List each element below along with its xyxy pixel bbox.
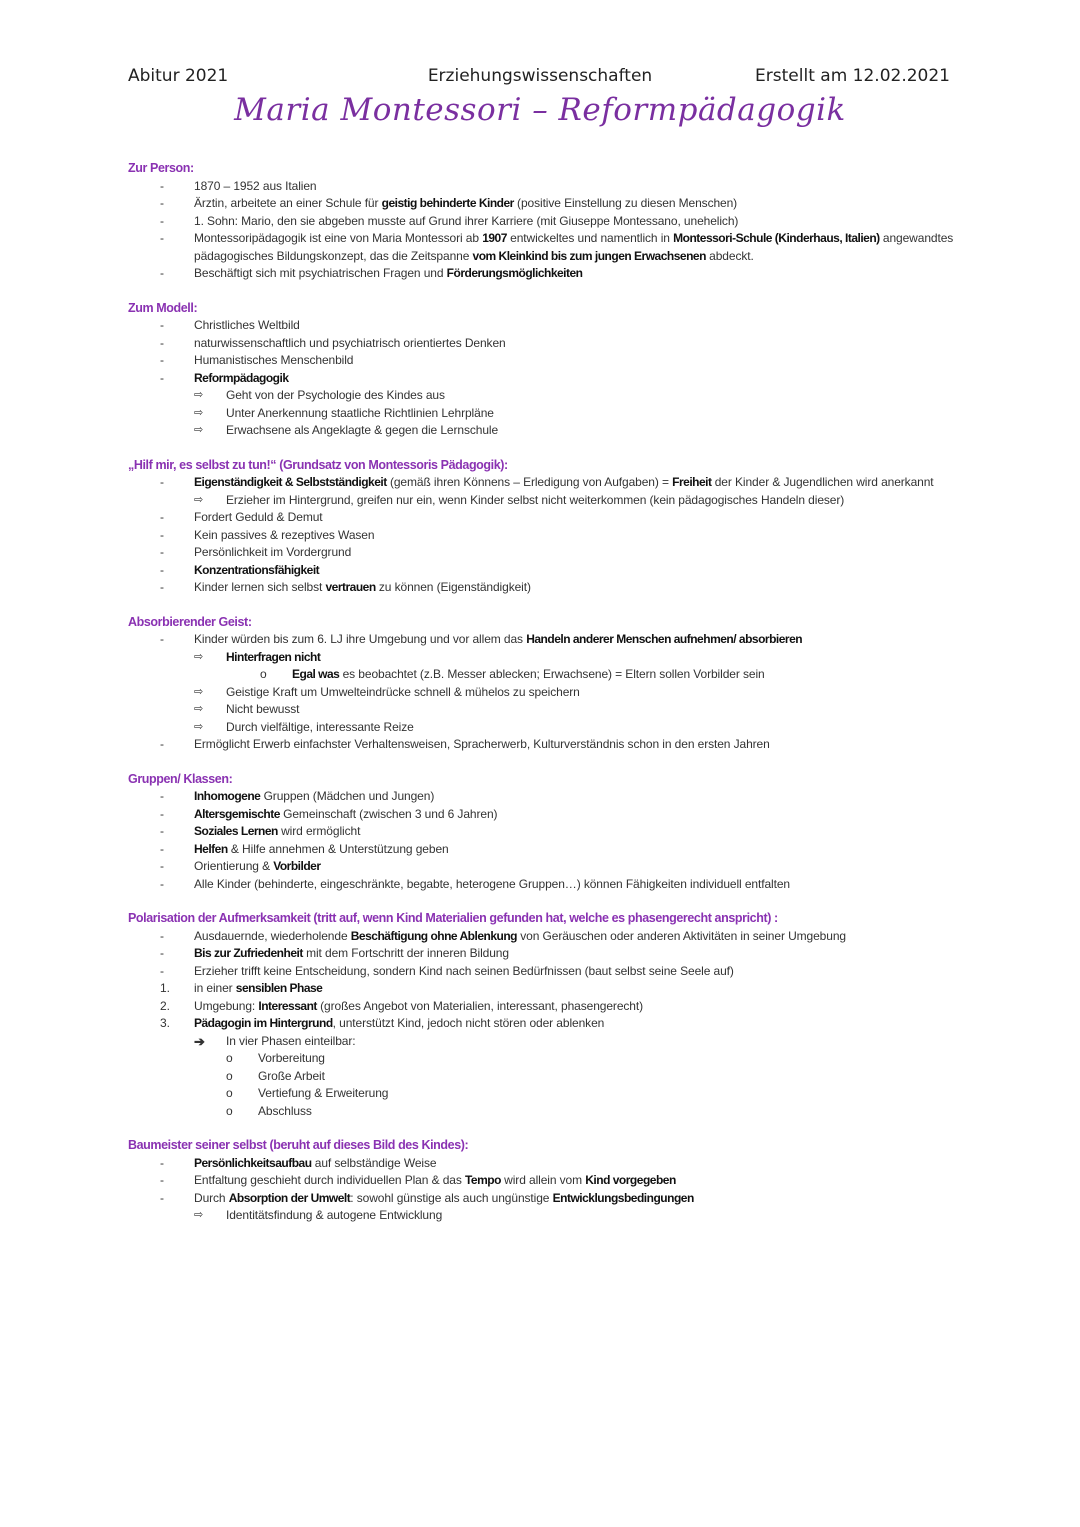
- dash-bullet: -: [160, 475, 164, 489]
- header-left: Abitur 2021: [128, 66, 229, 86]
- list-item: [128, 649, 958, 667]
- text: naturwissenschaftlich und psychiatrisch orientiertes Denken: [194, 335, 506, 350]
- arrow-bullet-icon: ⇨: [194, 389, 204, 401]
- bold-text: Tempo: [464, 1173, 501, 1187]
- list-item: [128, 474, 958, 492]
- list-item: [128, 1085, 958, 1103]
- list-item: [128, 317, 958, 335]
- text: auf selbständige Weise: [311, 1155, 437, 1170]
- header-center: Erziehungswissenschaften: [427, 66, 653, 86]
- document-body: [128, 160, 958, 1225]
- text: Persönlichkeit im Vordergrund: [194, 545, 352, 559]
- bold-text: Helfen: [194, 841, 228, 856]
- text: & Hilfe annehmen & Unterstützung geben: [227, 841, 449, 856]
- circle-bullet: o: [226, 1068, 233, 1083]
- list-number: 1.: [160, 981, 170, 995]
- dash-bullet: -: [160, 789, 164, 803]
- section: [128, 1137, 958, 1225]
- text: Vorbereitung: [258, 1051, 325, 1065]
- list-item: [128, 928, 958, 946]
- section-title: „Hilf mir, es selbst zu tun!“ (Grundsatz von Montessoris Pädagogik):: [128, 457, 508, 472]
- list-item: [128, 422, 958, 440]
- section: [128, 614, 958, 754]
- text: 1870 – 1952 aus Italien: [194, 178, 317, 193]
- section: [128, 771, 958, 894]
- dash-bullet: -: [160, 527, 164, 542]
- text: Umgebung:: [194, 998, 259, 1013]
- bold-text: vom Kleinkind bis zum jungen Erwachsenen: [472, 248, 706, 263]
- circle-bullet: o: [226, 1051, 233, 1065]
- bold-text: sensiblen Phase: [235, 981, 323, 995]
- bold-text: Soziales Lernen: [194, 824, 278, 838]
- text: Durch: [194, 1190, 229, 1205]
- list-item: [128, 1207, 958, 1225]
- dash-bullet: -: [160, 946, 164, 960]
- list-item: [128, 352, 958, 370]
- text: mit dem Fortschritt der inneren Bildung: [302, 946, 509, 960]
- text: wird ermöglicht: [277, 824, 361, 838]
- bold-text: Interessant: [258, 998, 317, 1013]
- dash-bullet: -: [160, 1190, 164, 1205]
- dash-bullet: -: [160, 370, 164, 385]
- list-item: [128, 823, 958, 841]
- section-title: Baumeister seiner selbst (beruht auf dieses Bild des Kindes):: [128, 1138, 469, 1152]
- section-title: Absorbierender Geist:: [128, 614, 252, 629]
- text: abdeckt.: [705, 248, 754, 263]
- list-item: [128, 858, 958, 876]
- list-item: [128, 370, 958, 388]
- section-title: Zur Person:: [128, 161, 194, 175]
- dash-bullet: -: [160, 196, 164, 210]
- text: 1. Sohn: Mario, den sie abgeben musste auf Grund ihrer Karriere (mit Giuseppe Montessano, unehelich): [194, 213, 739, 228]
- text: Geht von der Psychologie des Kindes aus: [226, 388, 445, 402]
- text: Große Arbeit: [258, 1068, 325, 1083]
- list-item: [128, 963, 958, 981]
- bold-text: Beschäftigung ohne Ablenkung: [350, 928, 517, 943]
- dash-bullet: -: [160, 178, 164, 193]
- list-item: [128, 666, 958, 684]
- arrow-bullet-icon: ⇨: [194, 703, 204, 715]
- text: wird allein vom: [500, 1173, 586, 1187]
- dash-bullet: -: [160, 562, 164, 577]
- text: Orientierung &: [194, 859, 274, 873]
- list-number: 2.: [160, 998, 170, 1013]
- dash-bullet: -: [160, 1155, 164, 1170]
- list-item: [128, 1190, 958, 1208]
- list-item: [128, 1155, 958, 1173]
- arrow-bullet-icon: ⇨: [194, 493, 204, 506]
- text: Fordert Geduld & Demut: [194, 510, 323, 524]
- text: Erwachsene als Angeklagte & gegen die Lernschule: [226, 423, 499, 437]
- dash-bullet: -: [160, 510, 164, 524]
- bold-text: Vorbilder: [273, 859, 321, 873]
- bold-text: Bis zur Zufriedenheit: [194, 946, 303, 960]
- arrow-bullet-icon: ⇨: [194, 424, 204, 436]
- bold-text: Freiheit: [672, 475, 712, 489]
- arrow-bullet-icon: ⇨: [194, 406, 204, 419]
- dash-bullet: -: [160, 580, 164, 594]
- bold-text: Persönlichkeitsaufbau: [194, 1155, 312, 1170]
- list-item: [128, 631, 958, 649]
- text: es beobachtet (z.B. Messer ablecken; Erwachsene) = Eltern sollen Vorbilder sein: [339, 667, 765, 681]
- list-item: [128, 945, 958, 963]
- list-item: [128, 492, 958, 510]
- text: Kinder würden bis zum 6. LJ ihre Umgebung und vor allem das: [194, 632, 527, 646]
- text: angewandtes pädagogisches Bildungskonzept, das die Zeitspanne: [194, 231, 954, 263]
- bold-text: Eigenständigkeit & Selbstständigkeit: [194, 475, 387, 489]
- text: Unter Anerkennung staatliche Richtlinien Lehrpläne: [226, 405, 494, 420]
- arrow-bullet-icon: ➔: [194, 1033, 205, 1049]
- text: Montessoripädagogik ist eine von Maria Montessori ab: [194, 231, 483, 245]
- bold-text: Entwicklungsbedingungen: [552, 1190, 694, 1205]
- text: Durch vielfältige, interessante Reize: [226, 719, 414, 734]
- bold-text: geistig behinderte Kinder: [381, 196, 514, 210]
- list-item: [128, 788, 958, 806]
- text: Vertiefung & Erweiterung: [258, 1086, 389, 1100]
- bold-text: vertrauen: [325, 580, 376, 594]
- bold-text: Montessori-Schule (Kinderhaus, Italien): [673, 231, 880, 245]
- circle-bullet: o: [226, 1086, 233, 1100]
- circle-bullet: o: [260, 667, 267, 681]
- text: Ausdauernde, wiederholende: [194, 928, 351, 943]
- dash-bullet: -: [160, 318, 164, 332]
- bold-text: Egal was: [292, 667, 340, 681]
- text: entwickeltes und namentlich in: [506, 231, 674, 245]
- list-item: [128, 701, 958, 719]
- section-title: Polarisation der Aufmerksamkeit (tritt auf, wenn Kind Materialien gefunden hat, welche es phasengerecht anspricht) :: [128, 911, 778, 925]
- dash-bullet: -: [160, 632, 164, 646]
- list-item: [128, 876, 958, 894]
- text: Humanistisches Menschenbild: [194, 353, 354, 367]
- section: [128, 457, 958, 597]
- text: Alle Kinder (behinderte, eingeschränkte, begabte, heterogene Gruppen…) können Fähigkeiten individuell entfalten: [194, 876, 790, 891]
- list-item: [128, 1172, 958, 1190]
- bold-text: Konzentrationsfähigkeit: [194, 562, 320, 577]
- list-item: [128, 719, 958, 737]
- text: Beschäftigt sich mit psychiatrischen Fragen und: [194, 266, 447, 280]
- dash-bullet: -: [160, 737, 164, 751]
- section: [128, 300, 958, 440]
- list-item: [128, 527, 958, 545]
- text: Kein passives & rezeptives Wasen: [194, 527, 375, 542]
- list-item: [128, 1015, 958, 1033]
- dash-bullet: -: [160, 266, 164, 280]
- text: zu können (Eigenständigkeit): [375, 580, 531, 594]
- text: Abschluss: [258, 1103, 312, 1118]
- list-item: [128, 405, 958, 423]
- section: [128, 910, 958, 1120]
- text: von Geräuschen oder anderen Aktivitäten in seiner Umgebung: [517, 928, 846, 943]
- dash-bullet: -: [160, 806, 164, 821]
- section: [128, 160, 958, 283]
- text: in einer: [194, 981, 236, 995]
- text: Entfaltung geschieht durch individuellen Plan & das: [194, 1173, 465, 1187]
- text: Erzieher im Hintergrund, greifen nur ein, wenn Kinder selbst nicht weiterkommen (kein pädagogisches Handeln dieser): [226, 492, 845, 507]
- text: Geistige Kraft um Umwelteindrücke schnell & mühelos zu speichern: [226, 684, 580, 699]
- list-item: [128, 684, 958, 702]
- list-item: [128, 579, 958, 597]
- list-item: [128, 736, 958, 754]
- list-item: [128, 1103, 958, 1121]
- bold-text: Pädagogin im Hintergrund: [194, 1016, 333, 1030]
- list-item: [128, 230, 958, 265]
- bold-text: Inhomogene: [194, 789, 261, 803]
- document-title: Maria Montessori – Reformpädagogik: [234, 92, 846, 128]
- list-number: 3.: [160, 1016, 170, 1030]
- list-item: [128, 841, 958, 859]
- text: (großes Angebot von Materialien, interessant, phasengerecht): [316, 998, 643, 1013]
- list-item: [128, 335, 958, 353]
- circle-bullet: o: [226, 1103, 233, 1118]
- text: : sowohl günstige als auch ungünstige: [350, 1190, 553, 1205]
- text: Gemeinschaft (zwischen 3 und 6 Jahren): [279, 806, 498, 821]
- dash-bullet: -: [160, 545, 164, 559]
- bold-text: Handeln anderer Menschen aufnehmen/ absorbieren: [526, 632, 803, 646]
- dash-bullet: -: [160, 231, 164, 245]
- list-item: [128, 178, 958, 196]
- text: Ärztin, arbeitete an einer Schule für: [194, 196, 382, 210]
- bold-text: Altersgemischte: [194, 806, 280, 821]
- dash-bullet: -: [160, 859, 164, 873]
- text: Nicht bewusst: [226, 702, 300, 716]
- bold-text: Förderungsmöglichkeiten: [446, 266, 583, 280]
- text: der Kinder & Jugendlichen wird anerkannt: [711, 475, 934, 489]
- dash-bullet: -: [160, 841, 164, 856]
- list-item: [128, 544, 958, 562]
- bold-text: Hinterfragen nicht: [226, 649, 321, 664]
- list-item: [128, 980, 958, 998]
- arrow-bullet-icon: ⇨: [194, 685, 204, 698]
- bold-text: Reformpädagogik: [194, 370, 289, 385]
- list-item: [128, 1068, 958, 1086]
- text: (gemäß ihren Könnens – Erledigung von Aufgaben) =: [386, 475, 673, 489]
- dash-bullet: -: [160, 213, 164, 228]
- section-title: Zum Modell:: [128, 300, 198, 315]
- arrow-bullet-icon: ⇨: [194, 720, 204, 733]
- text: Erzieher trifft keine Entscheidung, sondern Kind nach seinen Bedürfnissen (baut selbst seine Seele auf): [194, 963, 734, 978]
- list-item: [128, 265, 958, 283]
- list-item: [128, 1050, 958, 1068]
- dash-bullet: -: [160, 335, 164, 350]
- list-item: [128, 562, 958, 580]
- list-item: [128, 1033, 958, 1051]
- text: Kinder lernen sich selbst: [194, 580, 326, 594]
- list-item: [128, 195, 958, 213]
- list-item: [128, 387, 958, 405]
- dash-bullet: -: [160, 353, 164, 367]
- bold-text: 1907: [482, 231, 507, 245]
- list-item: [128, 213, 958, 231]
- arrow-bullet-icon: ⇨: [194, 1209, 204, 1221]
- text: Christliches Weltbild: [194, 318, 300, 332]
- dash-bullet: -: [160, 824, 164, 838]
- arrow-bullet-icon: ⇨: [194, 650, 204, 663]
- text: , unterstützt Kind, jedoch nicht stören oder ablenken: [332, 1016, 605, 1030]
- text: In vier Phasen einteilbar:: [226, 1033, 356, 1048]
- bold-text: Kind vorgegeben: [585, 1173, 676, 1187]
- text: Identitätsfindung & autogene Entwicklung: [226, 1208, 443, 1222]
- dash-bullet: -: [160, 963, 164, 978]
- bold-text: Absorption der Umwelt: [228, 1190, 351, 1205]
- header-date: Erstellt am 12.02.2021: [755, 66, 950, 86]
- text: (positive Einstellung zu diesen Menschen): [513, 196, 738, 210]
- list-item: [128, 806, 958, 824]
- text: Ermöglicht Erwerb einfachster Verhaltensweisen, Spracherwerb, Kulturverständnis schon in den ersten Jahren: [194, 737, 770, 751]
- dash-bullet: -: [160, 876, 164, 891]
- dash-bullet: -: [160, 928, 164, 943]
- list-item: [128, 509, 958, 527]
- dash-bullet: -: [160, 1173, 164, 1187]
- section-title: Gruppen/ Klassen:: [128, 771, 233, 786]
- list-item: [128, 998, 958, 1016]
- text: Gruppen (Mädchen und Jungen): [260, 789, 435, 803]
